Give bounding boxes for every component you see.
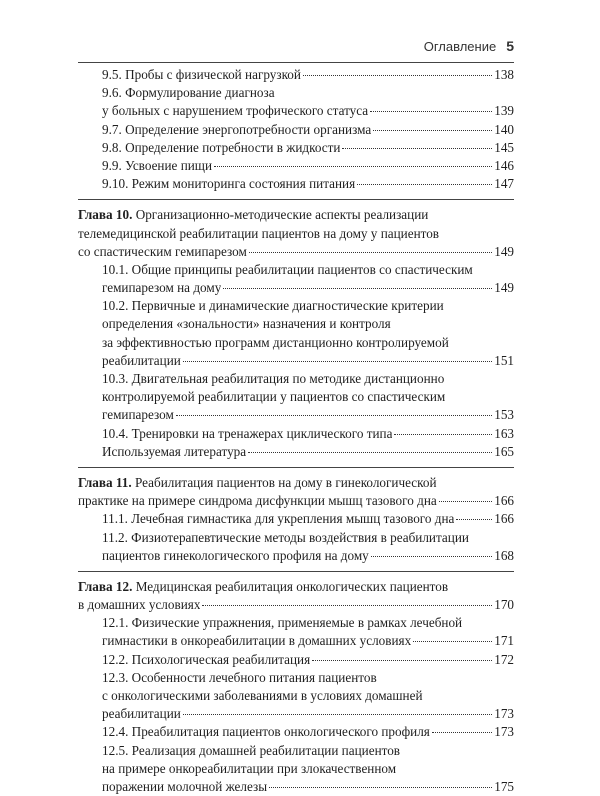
dot-leader xyxy=(456,519,492,520)
dot-leader xyxy=(176,415,492,416)
toc-entry-text xyxy=(102,778,267,796)
dot-leader xyxy=(371,556,492,557)
toc-entry[interactable] xyxy=(78,705,514,723)
entry-page-number: 149 xyxy=(494,243,514,259)
toc-entry[interactable] xyxy=(78,578,514,596)
entry-title: у больных с нарушением трофического статуса xyxy=(102,103,369,119)
toc-block xyxy=(78,571,514,796)
toc-entry[interactable] xyxy=(78,614,514,632)
toc-entry-text xyxy=(102,175,355,193)
entry-page-number: 170 xyxy=(494,597,514,613)
chapter-label: Глава 11. xyxy=(78,474,132,490)
toc-entry[interactable] xyxy=(78,175,514,193)
entry-title: телемедицинской реабилитации пациентов на дому у пациентов xyxy=(78,225,440,241)
toc-entry-text xyxy=(102,139,340,157)
table-of-contents xyxy=(78,66,514,796)
entry-title: определения «зональности» назначения и контроля xyxy=(102,316,391,332)
toc-entry-text xyxy=(102,632,411,650)
toc-entry-text xyxy=(102,510,454,528)
toc-block xyxy=(78,66,514,193)
toc-entry-text xyxy=(102,102,368,120)
toc-entry[interactable] xyxy=(78,492,514,510)
toc-entry[interactable] xyxy=(78,225,514,243)
header-title: Оглавление xyxy=(423,39,497,54)
dot-leader xyxy=(269,787,492,788)
chapter-label: Глава 10. xyxy=(78,207,133,223)
toc-entry[interactable] xyxy=(78,139,514,157)
dot-leader xyxy=(432,732,492,733)
entry-page-number: 172 xyxy=(494,651,514,667)
entry-title: 9.5. Пробы с физической нагрузкой xyxy=(102,67,301,82)
toc-entry-text xyxy=(102,84,275,102)
toc-entry[interactable] xyxy=(78,596,514,614)
toc-entry-text xyxy=(102,279,221,297)
dot-leader xyxy=(342,148,492,149)
toc-entry-text xyxy=(78,578,448,596)
toc-entry-text xyxy=(78,596,200,614)
toc-entry[interactable] xyxy=(78,297,514,315)
entry-title: 12.5. Реализация домашней реабилитации пациентов xyxy=(102,742,401,758)
toc-entry[interactable] xyxy=(78,651,514,669)
entry-title: 10.2. Первичные и динамические диагностические критерии xyxy=(102,298,444,314)
toc-entry[interactable] xyxy=(78,778,514,796)
toc-entry[interactable] xyxy=(78,742,514,760)
dot-leader xyxy=(223,288,492,289)
entry-title: 10.3. Двигательная реабилитация по методике дистанционно xyxy=(102,371,445,386)
entry-title: Реабилитация пациентов на дому в гинекологической xyxy=(131,474,437,490)
entry-page-number: 139 xyxy=(494,103,514,119)
toc-entry[interactable] xyxy=(78,84,514,102)
toc-entry-text xyxy=(102,742,400,760)
entry-page-number: 166 xyxy=(494,493,514,509)
toc-entry-text xyxy=(102,760,396,778)
entry-page-number: 153 xyxy=(494,407,514,423)
header-rule xyxy=(78,62,514,63)
entry-title: 11.1. Лечебная гимнастика для укрепления мышц тазового дна xyxy=(102,511,455,527)
dot-leader xyxy=(202,605,492,606)
toc-entry-text xyxy=(102,547,369,565)
dot-leader xyxy=(214,166,492,167)
toc-entry[interactable] xyxy=(78,669,514,687)
toc-entry-text xyxy=(102,651,310,669)
entry-page-number: 146 xyxy=(494,157,514,173)
toc-entry[interactable] xyxy=(78,687,514,705)
toc-entry[interactable] xyxy=(78,102,514,120)
toc-entry[interactable] xyxy=(78,425,514,443)
entry-title: на примере онкореабилитации при злокачественном xyxy=(102,760,397,776)
toc-entry[interactable] xyxy=(78,121,514,139)
toc-entry[interactable] xyxy=(78,760,514,778)
entry-title: практике на примере синдрома дисфункции мышц тазового дна xyxy=(78,493,437,509)
toc-entry[interactable] xyxy=(78,547,514,565)
entry-title: 9.7. Определение энергопотребности организма xyxy=(102,121,372,137)
entry-title: 11.2. Физиотерапевтические методы воздействия в реабилитации xyxy=(102,529,469,545)
entry-title: реабилитации xyxy=(102,352,181,368)
entry-page-number: 173 xyxy=(494,724,514,740)
toc-entry-text xyxy=(102,157,212,175)
toc-entry[interactable] xyxy=(78,388,514,406)
entry-page-number: 168 xyxy=(494,547,514,563)
toc-entry-text xyxy=(102,66,301,84)
toc-entry[interactable] xyxy=(78,206,514,224)
entry-title: гемипарезом xyxy=(102,407,174,423)
entry-page-number: 166 xyxy=(494,511,514,527)
dot-leader xyxy=(373,130,492,131)
page-number: 5 xyxy=(506,38,514,54)
toc-entry-text xyxy=(102,315,391,333)
toc-entry-text xyxy=(102,687,423,705)
toc-entry-text xyxy=(102,334,449,352)
entry-title: 10.4. Тренировки на тренажерах циклического типа xyxy=(102,425,393,441)
entry-page-number: 138 xyxy=(494,67,514,82)
toc-entry-text xyxy=(102,614,462,632)
entry-title: за эффективностью программ дистанционно контролируемой xyxy=(102,334,449,350)
toc-block xyxy=(78,467,514,565)
entry-page-number: 151 xyxy=(494,352,514,368)
toc-entry[interactable] xyxy=(78,632,514,650)
toc-entry-text xyxy=(78,206,428,224)
toc-entry-text xyxy=(102,121,371,139)
entry-page-number: 165 xyxy=(494,443,514,459)
toc-entry[interactable] xyxy=(78,352,514,370)
dot-leader xyxy=(413,641,492,642)
entry-title: поражении молочной железы xyxy=(102,778,268,794)
entry-title: Организационно-методические аспекты реализации xyxy=(132,207,429,223)
entry-page-number: 175 xyxy=(494,778,514,794)
toc-entry-text xyxy=(102,388,445,406)
toc-entry-text xyxy=(102,425,392,443)
entry-page-number: 173 xyxy=(494,706,514,722)
entry-title: гимнастики в онкореабилитации в домашних условиях xyxy=(102,633,412,649)
toc-entry-text xyxy=(78,474,437,492)
entry-title: 9.6. Формулирование диагноза xyxy=(102,85,275,101)
dot-leader xyxy=(439,501,492,502)
dot-leader xyxy=(183,714,492,715)
dot-leader xyxy=(303,75,492,76)
toc-entry[interactable] xyxy=(78,406,514,424)
entry-page-number: 145 xyxy=(494,139,514,155)
toc-entry-text xyxy=(78,225,439,243)
toc-entry-text xyxy=(102,443,246,461)
toc-entry-text xyxy=(102,297,444,315)
entry-page-number: 163 xyxy=(494,425,514,441)
toc-entry-text xyxy=(102,352,181,370)
entry-title: Медицинская реабилитация онкологических пациентов xyxy=(132,578,449,594)
entry-title: в домашних условиях xyxy=(78,597,201,613)
entry-title: 9.9. Усвоение пищи xyxy=(102,157,213,173)
entry-title: 12.3. Особенности лечебного питания пациентов xyxy=(102,669,377,685)
dot-leader xyxy=(370,111,492,112)
dot-leader xyxy=(357,184,492,185)
toc-entry[interactable] xyxy=(78,157,514,175)
entry-page-number: 149 xyxy=(494,280,514,296)
entry-title: 10.1. Общие принципы реабилитации пациентов со спастическим xyxy=(102,261,473,277)
toc-entry-text xyxy=(102,723,430,741)
toc-entry[interactable] xyxy=(78,370,514,388)
toc-block xyxy=(78,199,514,461)
toc-entry-text xyxy=(102,669,377,687)
toc-entry[interactable] xyxy=(78,443,514,461)
toc-entry-text xyxy=(102,406,174,424)
toc-entry-text xyxy=(102,261,473,279)
entry-page-number: 171 xyxy=(494,633,514,649)
toc-entry[interactable] xyxy=(78,334,514,352)
entry-title: 9.10. Режим мониторинга состояния питания xyxy=(102,176,356,192)
dot-leader xyxy=(312,660,492,661)
entry-title: 12.1. Физические упражнения, применяемые в рамках лечебной xyxy=(102,615,463,631)
toc-entry-text xyxy=(78,492,437,510)
toc-entry-text xyxy=(102,370,444,388)
toc-entry[interactable] xyxy=(78,529,514,547)
entry-title: Используемая литература xyxy=(102,443,247,459)
entry-title: 12.4. Преабилитация пациентов онкологического профиля xyxy=(102,724,430,740)
toc-entry[interactable] xyxy=(78,66,514,84)
entry-title: со спастическим гемипарезом xyxy=(78,243,247,259)
toc-entry[interactable] xyxy=(78,243,514,261)
toc-entry[interactable] xyxy=(78,279,514,297)
dot-leader xyxy=(394,434,492,435)
toc-entry[interactable] xyxy=(78,510,514,528)
toc-entry[interactable] xyxy=(78,474,514,492)
entry-page-number: 140 xyxy=(494,121,514,137)
entry-title: с онкологическими заболеваниями в условиях домашней xyxy=(102,688,423,703)
dot-leader xyxy=(249,252,492,253)
toc-entry[interactable] xyxy=(78,723,514,741)
dot-leader xyxy=(248,452,492,453)
entry-title: реабилитации xyxy=(102,706,181,722)
toc-entry[interactable] xyxy=(78,261,514,279)
entry-title: 9.8. Определение потребности в жидкости xyxy=(102,139,341,155)
chapter-label: Глава 12. xyxy=(78,578,133,594)
entry-title: гемипарезом на дому xyxy=(102,280,222,296)
entry-title: контролируемой реабилитации у пациентов со спастическим xyxy=(102,389,446,405)
entry-page-number: 147 xyxy=(494,176,514,192)
entry-title: пациентов гинекологического профиля на дому xyxy=(102,547,369,563)
dot-leader xyxy=(183,361,492,362)
toc-entry-text xyxy=(102,705,181,723)
toc-entry-text xyxy=(102,529,469,547)
toc-entry-text xyxy=(78,243,247,261)
toc-entry[interactable] xyxy=(78,315,514,333)
entry-title: 12.2. Психологическая реабилитация xyxy=(102,651,311,667)
running-header xyxy=(78,38,514,54)
